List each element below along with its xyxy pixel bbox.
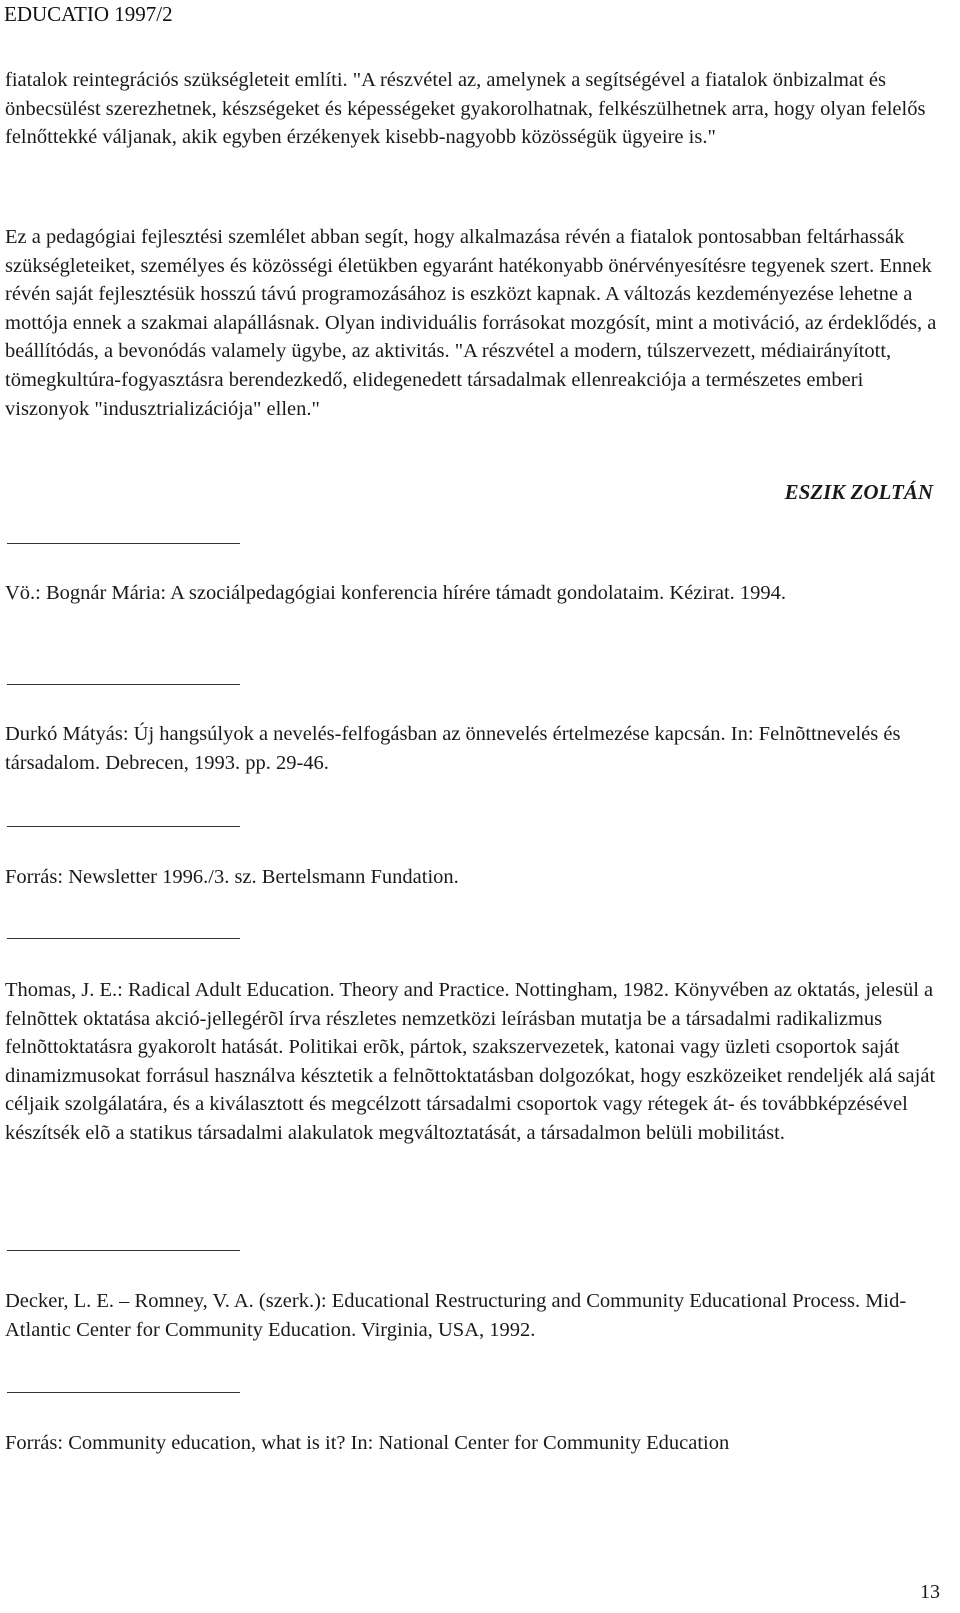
reference-item: Durkó Mátyás: Új hangsúlyok a nevelés-felfogásban az önnevelés értelmezése kapcsán. In: Felnõttnevelés és társadalom. Debrecen, 1993. pp. 29-46.	[5, 723, 901, 774]
body-paragraph-1: fiatalok reintegrációs szükségleteit említi. "A részvétel az, amelynek a segítségével a fiatalok önbizalmat és önbecsülést szerezhetnek, készségeket és képességeket gyakorolhatnak, felkészülhetnek arra, hogy olyan felelős felnőttekké váljanak, akik egyben érzékenyek kisebb-nagyobb közösségük ügyeire is."	[5, 69, 926, 149]
reference-item: Forrás: Community education, what is it? In: National Center for Community Education	[5, 1432, 730, 1454]
footnote-separator	[7, 684, 240, 685]
body-paragraph-2: Ez a pedagógiai fejlesztési szemlélet abban segít, hogy alkalmazása révén a fiatalok pontosabban feltárhassák szükségleteiket, személyes és közösségi életükben egyaránt hatékonyabb önérvényesítésre tegyenek szert. Ennek révén saját fejlesztésük hosszú távú programozásához is eszközt kapnak. A változás kezdeményezése lehetne a mottója ennek a szakmai alapállásnak. Olyan individuális forrásokat mozgósít, mint a motiváció, az érdeklődés, a beállítódás, a bevonódás valamely ügybe, az aktivitás. "A részvétel a modern, túlszervezett, médiairányított, tömegkultúra-fogyasztásra berendezkedő, elidegenedett társadalmak ellenreakciója a természetes emberi viszonyok "indusztrializációja" ellen."	[5, 226, 937, 420]
footnote-separator	[7, 826, 240, 827]
author-signature: ESZIK ZOLTÁN	[784, 480, 933, 504]
footnote-separator	[7, 1250, 240, 1251]
footnote-separator	[7, 938, 240, 939]
page-number: 13	[920, 1581, 940, 1603]
running-header: EDUCATIO 1997/2	[4, 2, 173, 26]
footnote-separator	[7, 543, 240, 544]
reference-item: Decker, L. E. – Romney, V. A. (szerk.): Educational Restructuring and Community Educational Process. Mid-Atlantic Center for Community Education. Virginia, USA, 1992.	[5, 1290, 907, 1341]
footnote-separator	[7, 1392, 240, 1393]
reference-item: Thomas, J. E.: Radical Adult Education. Theory and Practice. Nottingham, 1982. Könyvében az oktatás, jelesül a felnõttek oktatása akció-jellegérõl írva részletes nemzetközi leírásban mutatja be a társadalmi radikalizmus felnõttoktatásra gyakorolt hatását. Politikai erõk, pártok, szakszervezetek, katonai vagy üzleti csoportok saját dinamizmusokat forrásul használva késztetik a felnõttoktatásban dolgozókat, hogy eszközeiket rendeljék alá saját céljaik szolgálatára, és a kiválasztott és megcélzott társadalmi csoportok vagy rétegek át- és továbbképzésével készítsék elõ a statikus társadalmi alakulatok megváltoztatását, a társadalmon belüli mobilitást.	[5, 979, 936, 1144]
reference-item: Forrás: Newsletter 1996./3. sz. Bertelsmann Fundation.	[5, 866, 459, 888]
reference-item: Vö.: Bognár Mária: A szociálpedagógiai konferencia hírére támadt gondolataim. Kézirat. 1994.	[5, 582, 787, 604]
